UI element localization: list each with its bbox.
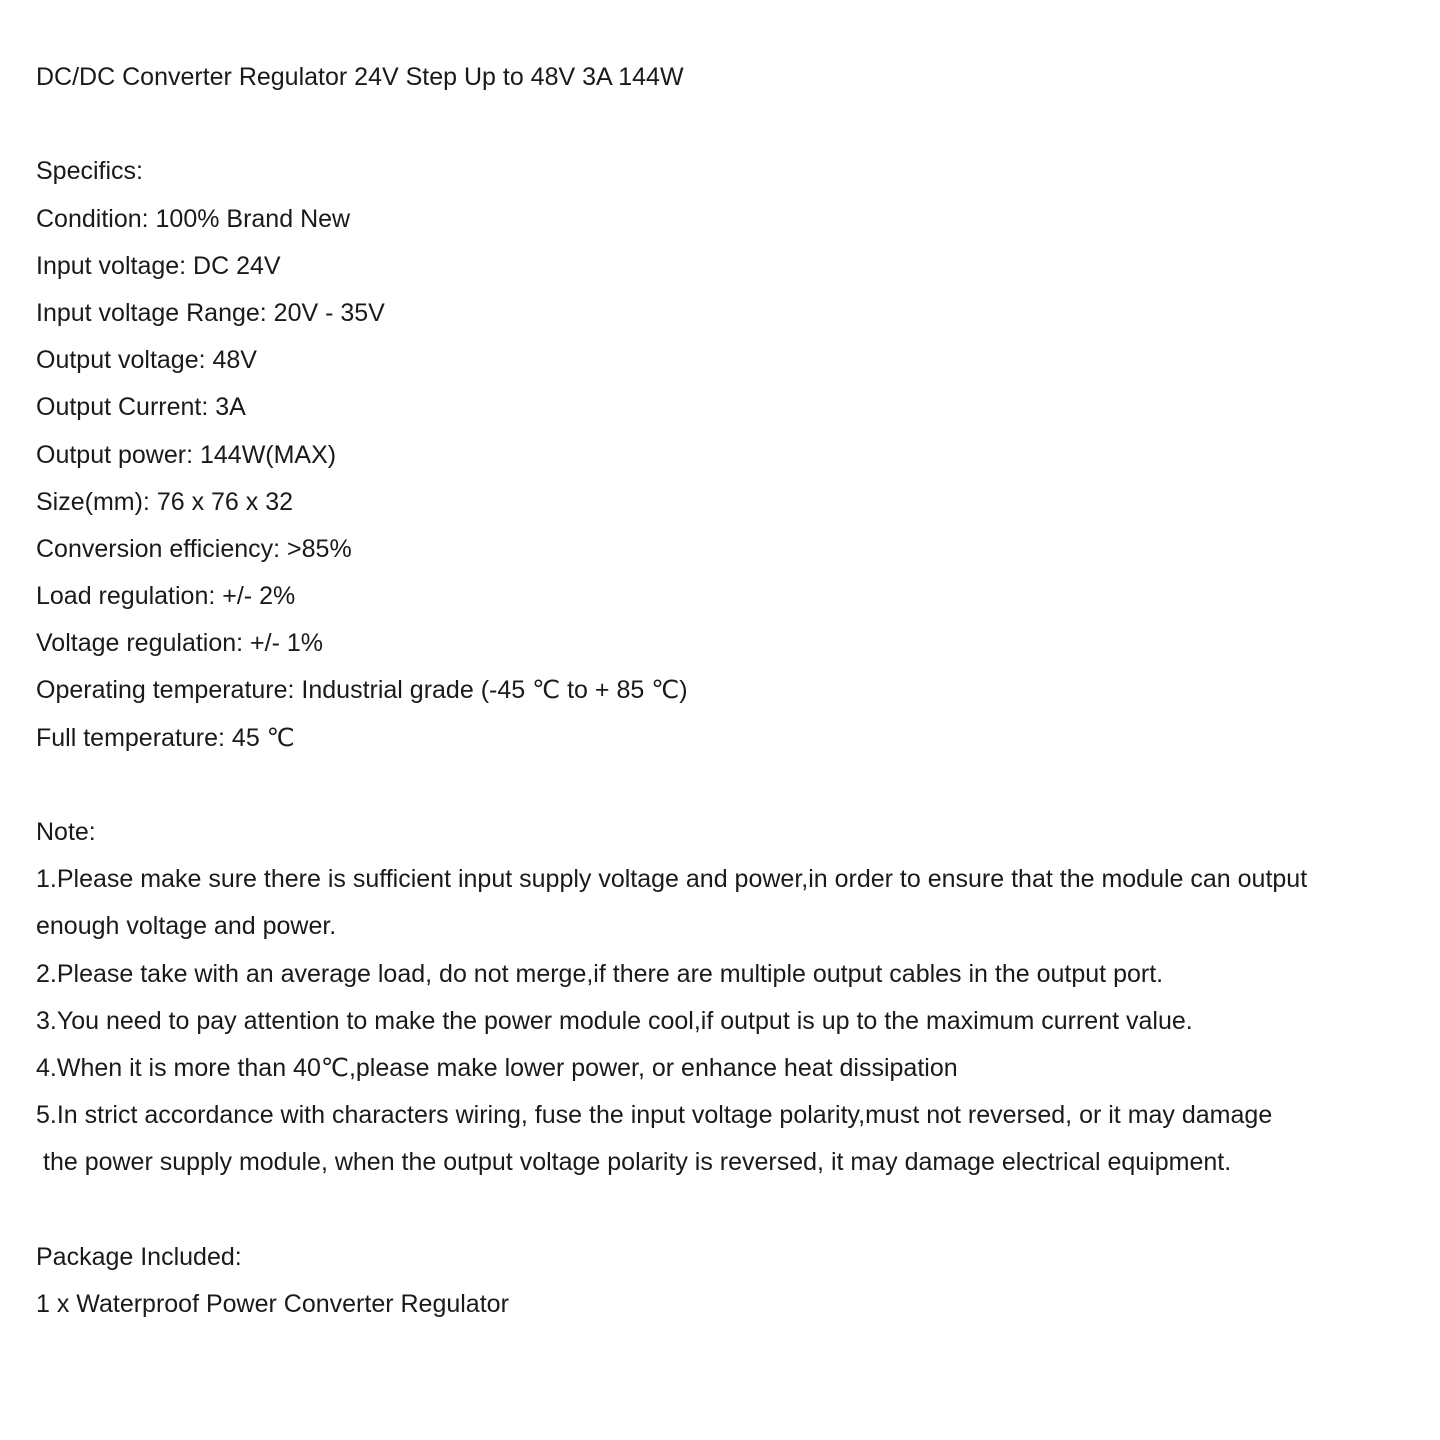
spec-size: Size(mm): 76 x 76 x 32 [36, 487, 294, 516]
note-heading: Note: [36, 818, 96, 846]
note-line: 2.Please take with an average load, do not merge,if there are multiple output cables in the output port. [36, 959, 1164, 988]
spec-output-power: Output power: 144W(MAX) [36, 440, 337, 469]
spacer [36, 762, 1426, 809]
note-line: enough voltage and power. [36, 912, 337, 941]
spec-full-temperature: Full temperature: 45 ℃ [36, 723, 295, 752]
spacer [36, 101, 1426, 148]
spec-input-voltage-range: Input voltage Range: 20V - 35V [36, 298, 385, 327]
product-title: DC/DC Converter Regulator 24V Step Up to 48V 3A 144W [36, 63, 684, 91]
spacer [36, 1187, 1426, 1234]
note-line: 5.In strict accordance with characters wiring, fuse the input voltage polarity,must not reversed, or it may damage [36, 1101, 1273, 1130]
note-line: 4.When it is more than 40℃,please make lower power, or enhance heat dissipation [36, 1053, 958, 1082]
spec-conversion-efficiency: Conversion efficiency: >85% [36, 534, 352, 563]
spec-condition: Condition: 100% Brand New [36, 204, 351, 233]
spec-voltage-regulation: Voltage regulation: +/- 1% [36, 629, 323, 658]
package-heading: Package Included: [36, 1242, 242, 1271]
package-item: 1 x Waterproof Power Converter Regulator [36, 1289, 509, 1318]
specifics-heading: Specifics: [36, 157, 143, 186]
spec-output-voltage: Output voltage: 48V [36, 346, 257, 375]
spec-output-current: Output Current: 3A [36, 393, 246, 422]
product-description [36, 54, 1426, 1328]
note-line: 3.You need to pay attention to make the power module cool,if output is up to the maximum current value. [36, 1006, 1193, 1035]
spec-load-regulation: Load regulation: +/- 2% [36, 582, 296, 611]
note-line: the power supply module, when the output voltage polarity is reversed, it may damage electrical equipment. [43, 1148, 1232, 1177]
spec-input-voltage: Input voltage: DC 24V [36, 251, 281, 280]
note-line: 1.Please make sure there is sufficient input supply voltage and power,in order to ensure that the module can output [36, 865, 1308, 894]
spec-operating-temperature: Operating temperature: Industrial grade (-45 ℃ to + 85 ℃) [36, 676, 688, 705]
